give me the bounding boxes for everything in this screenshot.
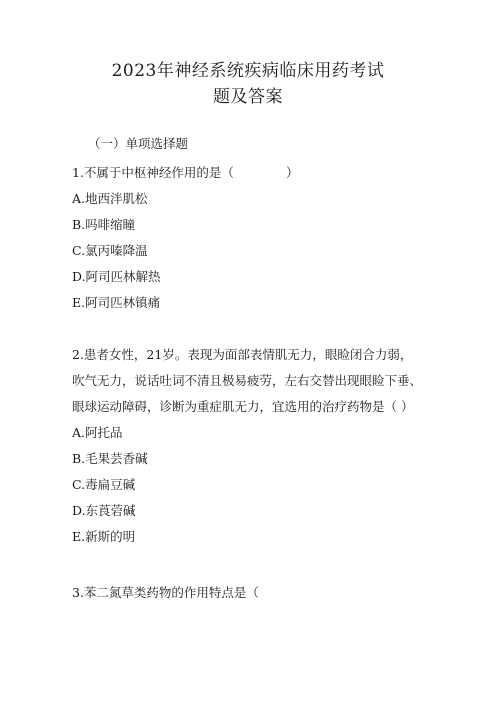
section-heading: （一）单项选择题 [88, 136, 189, 151]
question-2-option-b: B.毛果芸香碱 [72, 451, 148, 466]
question-2-option-c: C.毒扁豆碱 [72, 477, 136, 492]
question-1-option-a: A.地西泮肌松 [72, 191, 148, 206]
question-1-option-b: B.吗啡缩瞳 [72, 217, 136, 232]
question-1-option-d: D.阿司匹林解热 [72, 269, 161, 284]
question-1-stem [72, 164, 298, 182]
question-2-stem-line-1: 2.患者女性，21岁。表现为面部表情肌无力，眼睑闭合力弱， [72, 347, 413, 362]
question-2-option-e: E.新斯的明 [72, 529, 136, 544]
question-2-option-d: D.东莨菪碱 [72, 503, 136, 518]
question-1-option-c: C.氯丙嗪降温 [72, 243, 148, 258]
question-2-option-a: A.阿托品 [72, 425, 123, 440]
question-1-stem-text: 1.不属于中枢神经作用的是（ [72, 165, 234, 180]
question-3-stem-line-1: 3.苯二氮草类药物的作用特点是（ [72, 585, 259, 600]
document-title-line-1: 2023年神经系统疾病临床用药考试 [111, 61, 385, 81]
question-2-stem-line-3: 眼球运动障碍，诊断为重症肌无力，宜选用的治疗药物是（ ） [72, 399, 414, 414]
question-1-option-e: E.阿司匹林镇痛 [72, 295, 161, 310]
question-2-stem-line-2: 吹气无力，说话吐词不清且极易疲劳，左右交替出现眼睑下垂、 [72, 373, 423, 388]
document-title-line-2: 题及答案 [213, 87, 283, 107]
question-1-stem-close: ） [285, 165, 299, 180]
